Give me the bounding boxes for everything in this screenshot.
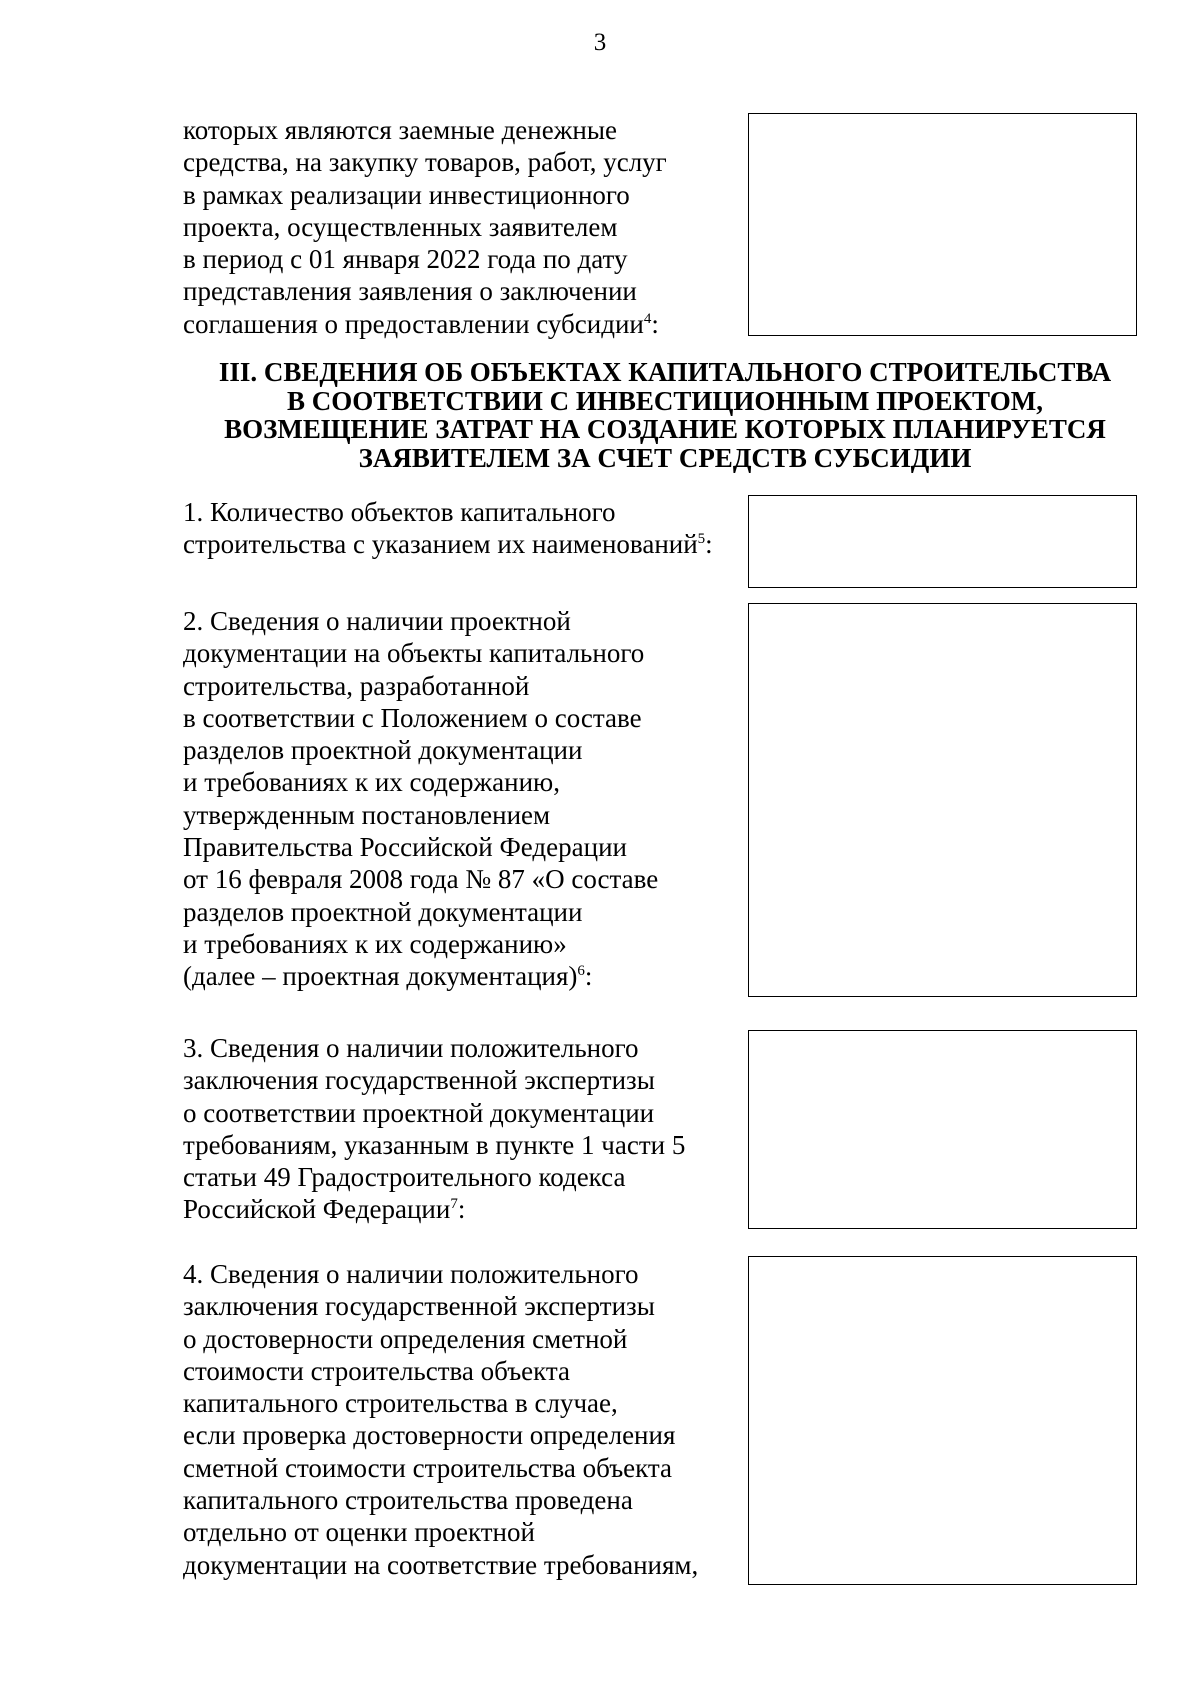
field-label-line [183, 528, 743, 560]
field-label-line: в соответствии с Положением о составе [183, 702, 642, 733]
field-label-line: документации на соответствие требованиям, [183, 1549, 699, 1580]
page-number: 3 [593, 29, 607, 56]
section-heading [170, 358, 1160, 472]
field-label-line: проекта, осуществленных заявителем [183, 211, 618, 242]
field-label-colon: : [651, 308, 659, 339]
field-label-line: и требованиях к их содержанию» [183, 928, 567, 959]
continued-field-label [183, 114, 743, 340]
field-label-line: 3. Сведения о наличии положительного [183, 1033, 639, 1063]
field-label-line: требованиям, указанным в пункте 1 части 5 [183, 1129, 686, 1160]
continued-field-input-box[interactable] [748, 113, 1137, 336]
field-label-line: о достоверности определения сметной [183, 1323, 628, 1354]
field-label-line [183, 308, 743, 340]
field-label-line: строительства, разработанной [183, 670, 530, 701]
field-label-line: капитального строительства проведена [183, 1485, 633, 1516]
field-label-line: и требованиях к их содержанию, [183, 767, 560, 798]
section-heading-line: ЗАЯВИТЕЛЕМ ЗА СЧЕТ СРЕДСТВ СУБСИДИИ [358, 442, 972, 473]
footnote-marker: 5 [697, 531, 706, 548]
field-label-line: отдельно от оценки проектной [183, 1517, 535, 1548]
field-label-line: Правительства Российской Федерации [183, 832, 627, 863]
field-label-line: капитального строительства в случае, [183, 1388, 618, 1419]
field-label-text: Российской Федерации [183, 1194, 451, 1225]
field-4-label [183, 1258, 743, 1581]
field-1-input-box[interactable] [748, 495, 1137, 588]
field-2-input-box[interactable] [748, 603, 1137, 997]
field-label-text: соглашения о предоставлении субсидии [183, 308, 644, 339]
footnote-marker: 6 [577, 963, 585, 980]
field-3-input-box[interactable] [748, 1030, 1137, 1229]
field-label-line: средства, на закупку товаров, работ, услуг [183, 147, 667, 178]
field-label-line: от 16 февраля 2008 года № 87 «О составе [183, 864, 659, 895]
field-label-line: разделов проектной документации [183, 896, 583, 927]
field-2-label [183, 605, 743, 993]
field-label-colon: : [584, 961, 593, 992]
section-heading-line: III. СВЕДЕНИЯ ОБ ОБЪЕКТАХ КАПИТАЛЬНОГО СТРОИТЕЛЬСТВА [218, 357, 1112, 387]
field-label-line: если проверка достоверности определения [183, 1420, 676, 1451]
footnote-marker: 4 [643, 310, 652, 327]
field-label-line: в рамках реализации инвестиционного [183, 179, 630, 210]
section-heading-line: В СООТВЕТСТВИИ С ИНВЕСТИЦИОННЫМ ПРОЕКТОМ, [287, 385, 1043, 416]
section-heading-line: ВОЗМЕЩЕНИЕ ЗАТРАТ НА СОЗДАНИЕ КОТОРЫХ ПЛАНИРУЕТСЯ [224, 414, 1106, 444]
field-label-line [183, 1193, 743, 1225]
field-label-line: которых являются заемные денежные [183, 115, 617, 145]
field-label-line: в период с 01 января 2022 года по дату [183, 244, 628, 275]
field-label-line: сметной стоимости строительства объекта [183, 1452, 673, 1483]
field-label-line: представления заявления о заключении [183, 276, 637, 307]
field-label-colon: : [705, 529, 713, 560]
field-label-line: документации на объекты капитального [183, 638, 645, 669]
footnote-marker: 7 [450, 1196, 458, 1213]
field-label-line: 1. Количество объектов капитального [183, 497, 616, 527]
field-label-line: заключения государственной экспертизы [183, 1291, 655, 1322]
field-label-line: статьи 49 Градостроительного кодекса [183, 1162, 626, 1193]
field-4-input-box[interactable] [748, 1256, 1137, 1585]
field-label-text: строительства с указанием их наименований [183, 529, 698, 560]
field-label-line: разделов проектной документации [183, 735, 583, 766]
field-label-text: (далее – проектная документация) [183, 961, 578, 992]
field-label-line: стоимости строительства объекта [183, 1355, 571, 1386]
field-3-label [183, 1032, 743, 1226]
field-1-label [183, 496, 743, 561]
field-label-line [183, 960, 743, 992]
field-label-colon: : [457, 1194, 466, 1225]
field-label-line: 4. Сведения о наличии положительного [183, 1259, 639, 1289]
field-label-line: 2. Сведения о наличии проектной [183, 606, 571, 636]
field-label-line: о соответствии проектной документации [183, 1097, 655, 1128]
field-label-line: утвержденным постановлением [183, 799, 551, 830]
field-label-line: заключения государственной экспертизы [183, 1065, 655, 1096]
